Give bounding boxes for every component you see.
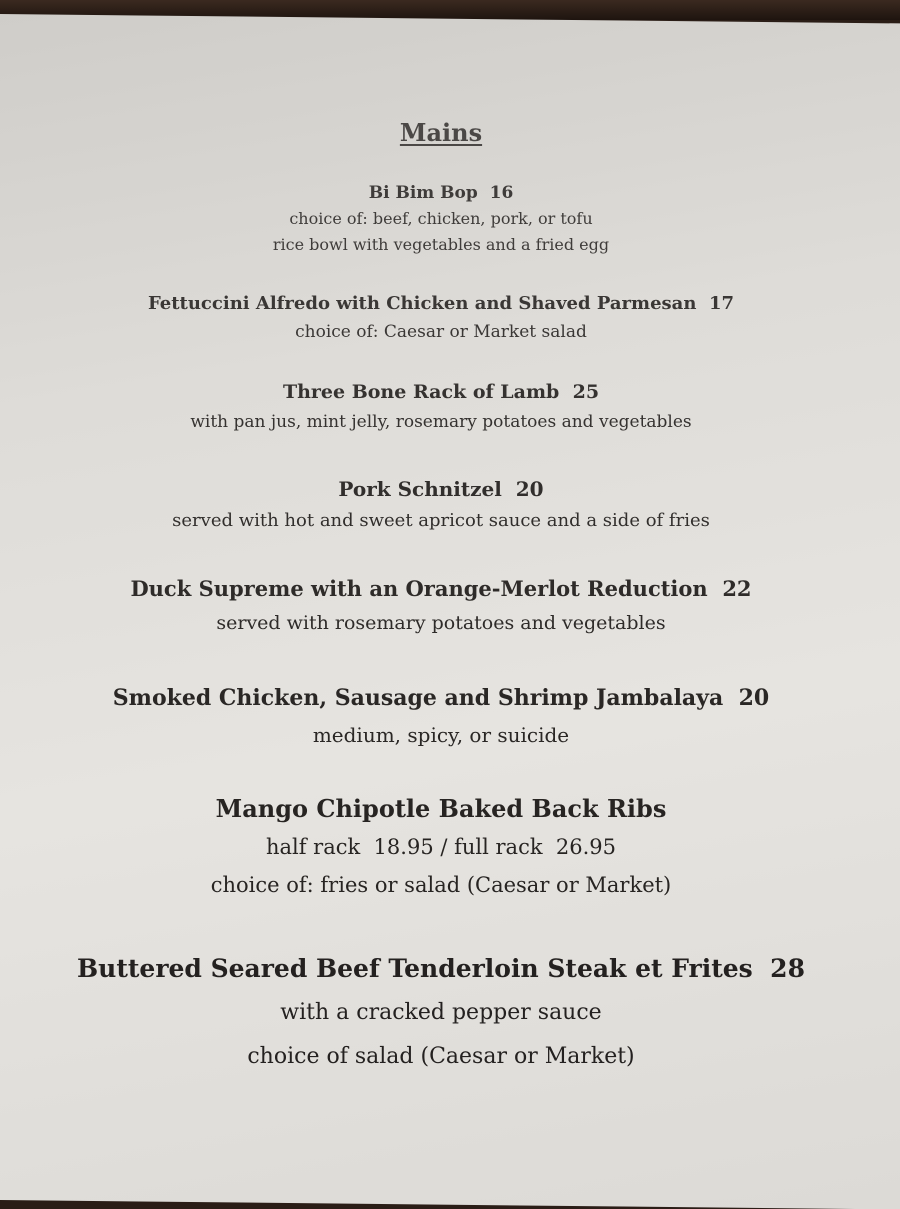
item-description: medium, spicy, or suicide bbox=[312, 723, 570, 747]
item-description: with pan jus, mint jelly, rosemary potatoes and vegetables bbox=[190, 412, 692, 432]
item-description: with a cracked pepper sauce bbox=[280, 1000, 602, 1025]
menu-item-duck-supreme bbox=[0, 572, 882, 640]
item-name: Bi Bim Bop 16 bbox=[368, 183, 514, 203]
item-name: Three Bone Rack of Lamb 25 bbox=[282, 381, 600, 403]
item-description: choice of: beef, chicken, pork, or tofu bbox=[289, 209, 593, 228]
item-description: served with hot and sweet apricot sauce and a side of fries bbox=[172, 510, 710, 531]
item-description: choice of salad (Caesar or Market) bbox=[247, 1044, 635, 1069]
item-description: choice of: Caesar or Market salad bbox=[295, 322, 587, 342]
menu-item-rack-of-lamb bbox=[0, 377, 882, 437]
item-description: rice bowl with vegetables and a fried egg bbox=[272, 235, 610, 254]
section-title: Mains bbox=[399, 118, 483, 147]
item-name: Fettuccini Alfredo with Chicken and Shaved Parmesan 17 bbox=[147, 293, 735, 314]
item-description: served with rosemary potatoes and vegetables bbox=[216, 612, 666, 634]
menu-item-back-ribs bbox=[0, 790, 882, 904]
item-name: Pork Schnitzel 20 bbox=[338, 477, 544, 501]
item-name: Smoked Chicken, Sausage and Shrimp Jambalaya 20 bbox=[112, 685, 770, 711]
item-description: choice of: fries or salad (Caesar or Market) bbox=[210, 873, 672, 897]
menu-item-fettuccini bbox=[0, 290, 882, 346]
item-name: Buttered Seared Beef Tenderloin Steak et Frites 28 bbox=[77, 954, 805, 983]
item-name: Mango Chipotle Baked Back Ribs bbox=[215, 794, 667, 823]
menu-item-bibimbop bbox=[0, 180, 882, 258]
menu-item-beef-tenderloin bbox=[0, 947, 882, 1079]
menu-item-jambalaya bbox=[0, 680, 882, 754]
item-price-options: half rack 18.95 / full rack 26.95 bbox=[265, 835, 617, 859]
menu-item-pork-schnitzel bbox=[0, 473, 882, 537]
item-name: Duck Supreme with an Orange-Merlot Reduction 22 bbox=[130, 576, 752, 601]
